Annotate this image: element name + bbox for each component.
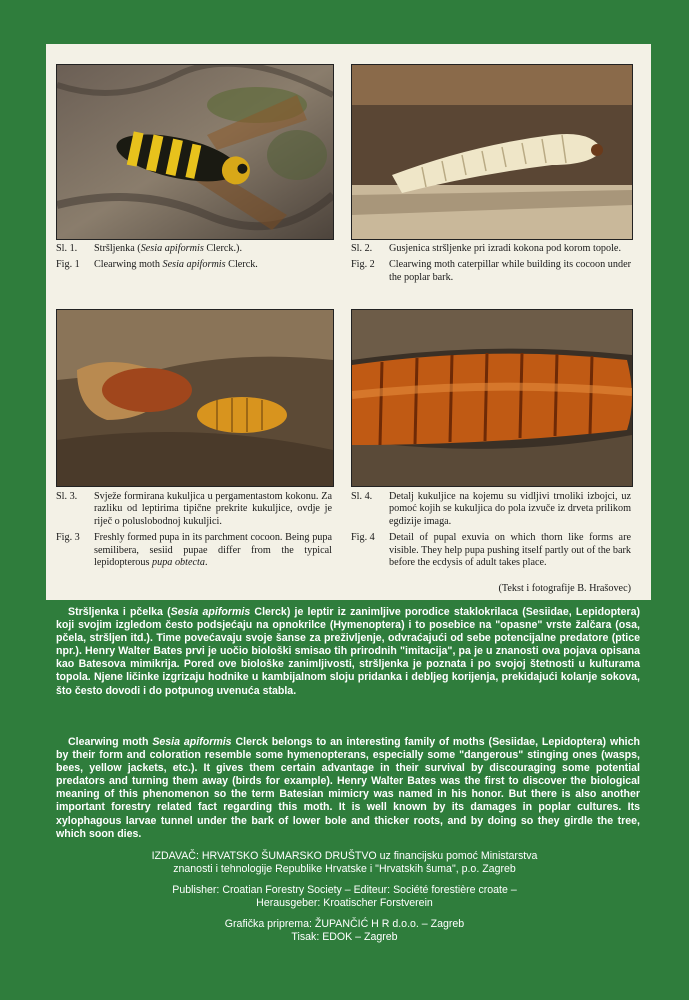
paragraph-en-text-b: Clerck belongs to an interesting family of moths (Sesiidae, Lepidoptera) which by their form and coloration resemble some hymenopterans, especially some "dangerous" stinging ones (wasps, bees, yellow jackets, etc.). It gives them certain advantage in their survival by discouraging some potential predators and turning them away (birds for example). Henry Walter Bates was the first to discover the biological meaning of this phenomenon so the term Batesian mimicry was named in his honor. But there is also another important forestry related fact regarding this moth. It is well known by its damages in poplar cultures. Its xylophagous larvae tunnel under the bark of lower bole and thicker roots, and by doing so they girdle the tree, which soon dies. <box>56 736 640 840</box>
paragraph-en-text-a: Clearwing moth <box>68 736 153 748</box>
caption-label-fig-4: Fig. 4 <box>351 532 375 544</box>
publisher-line-2: znanosti i tehnologije Republike Hrvatske i "Hrvatskih šuma", p.o. Zagreb <box>173 862 516 875</box>
paragraph-hr-text-a: Stršljenka i pčelka ( <box>68 606 171 618</box>
publisher-info <box>0 850 689 944</box>
caption-text-sl-3: Svježe formirana kukuljica u pergamentastom kokonu. Za razliku od leptirima tipične prekrite kukuljice, ovdje je riječ o poluslobodnoj kukuljici. <box>94 491 332 527</box>
caption-text-fig-3a: Freshly formed pupa in its parchment cocoon. Being pupa semilibera, sesiid pupae differ from the typical lepidopterous <box>94 532 332 569</box>
caption-fig-4 <box>351 491 631 569</box>
publisher-line-3: Publisher: Croatian Forestry Society – Editeur: Société forestière croate – <box>172 884 517 897</box>
paragraph-en-italic: Sesia apiformis <box>152 736 232 748</box>
caption-text-sl-1b: Clerck.). <box>203 243 243 254</box>
publisher-line-4: Herausgeber: Kroatischer Forstverein <box>256 896 433 909</box>
caption-text-sl-4: Detalj kukuljice na kojemu su vidljivi trnoliki izbojci, uz pomoć kojih se kukuljica do pola izvuče iz drveta prilikom egdizije imaga. <box>389 491 631 527</box>
publisher-line-6: Tisak: EDOK – Zagreb <box>291 930 398 943</box>
pupal-exuvia-image <box>352 310 632 486</box>
caption-label-fig-1: Fig. 1 <box>56 259 80 271</box>
publisher-line-1: IZDAVAČ: HRVATSKO ŠUMARSKO DRUŠTVO uz financijsku pomoć Ministarstva <box>151 850 538 862</box>
caption-label-sl-4: Sl. 4. <box>351 491 373 502</box>
photo-hornet-moth <box>56 64 334 240</box>
paragraph-hr-italic: Sesia apiformis <box>170 606 251 618</box>
caption-text-fig-1a: Clearwing moth <box>94 259 163 271</box>
caption-fig-2 <box>351 243 631 284</box>
caterpillar-image <box>352 65 632 239</box>
paragraph-english <box>56 736 640 841</box>
caption-text-fig-3b: . <box>204 557 208 569</box>
caption-label-fig-3: Fig. 3 <box>56 532 80 544</box>
caption-italic-fig-3: pupa obtecta <box>152 557 205 569</box>
caption-text-sl-1a: Stršljenka ( <box>94 243 141 254</box>
photo-pupa-cocoon <box>56 309 334 487</box>
paragraph-croatian <box>56 606 640 698</box>
hornet-moth-image <box>57 65 333 239</box>
pupa-cocoon-image <box>57 310 333 486</box>
photo-pupal-exuvia <box>351 309 633 487</box>
caption-fig-3 <box>56 491 332 569</box>
caption-text-fig-2: Clearwing moth caterpillar while building its cocoon under the poplar bark. <box>389 259 631 283</box>
caption-fig-1 <box>56 243 332 272</box>
caption-text-fig-4: Detail of pupal exuvia on which thorn like forms are visible. They help pupa pushing itself partly out of the bark before the ecdysis of adult takes place. <box>389 532 631 569</box>
caption-label-sl-2: Sl. 2. <box>351 243 373 254</box>
caption-label-sl-1: Sl. 1. <box>56 243 78 254</box>
caption-label-sl-3: Sl. 3. <box>56 491 78 502</box>
photo-caterpillar <box>351 64 633 240</box>
caption-label-fig-2: Fig. 2 <box>351 259 375 271</box>
caption-text-sl-2: Gusjenica stršljenke pri izradi kokona pod korom topole. <box>389 243 621 254</box>
photo-sheet <box>46 44 651 600</box>
paragraph-hr-text-b: Clerck) je leptir iz zanimljive porodice staklokrilaca (Sesiidae, Lepidoptera) koji svojim izgledom često podsjećaju na opnokrilce (Hymenoptera) i to posebice na "opasne" vrste žalčara (osa, pčela, stršljen itd.). Time povećavaju svoje šanse za preživljenje, odvraćajući od sebe potencijalne predatore (ptice npr.). Henry Walter Bates prvi je uočio biološki smisao tih prirodnih "imitacija", pa je u znanosti ova pojava opisana kao Batesova mimikrija. Pored ove biološke zanimljivosti, stršljenka je poznata i po svojoj štetnosti u kulturama topola. Njene ličinke izgrizaju hodnike u kambijalnom sloju pridanka i debljeg korijenja, prekidajući kolanje sokova, što često dovodi i do potpunog uvenuća stabla. <box>56 606 641 697</box>
photo-credit: (Tekst i fotografije B. Hrašovec) <box>498 583 631 594</box>
caption-italic-fig-1: Sesia apiformis <box>162 259 226 271</box>
publisher-line-5: Grafička priprema: ŽUPANČIĆ H R d.o.o. – Zagreb <box>224 918 465 931</box>
caption-italic-sl-1: Sesia apiformis <box>140 243 204 254</box>
caption-text-fig-1b: Clerck. <box>225 259 258 271</box>
